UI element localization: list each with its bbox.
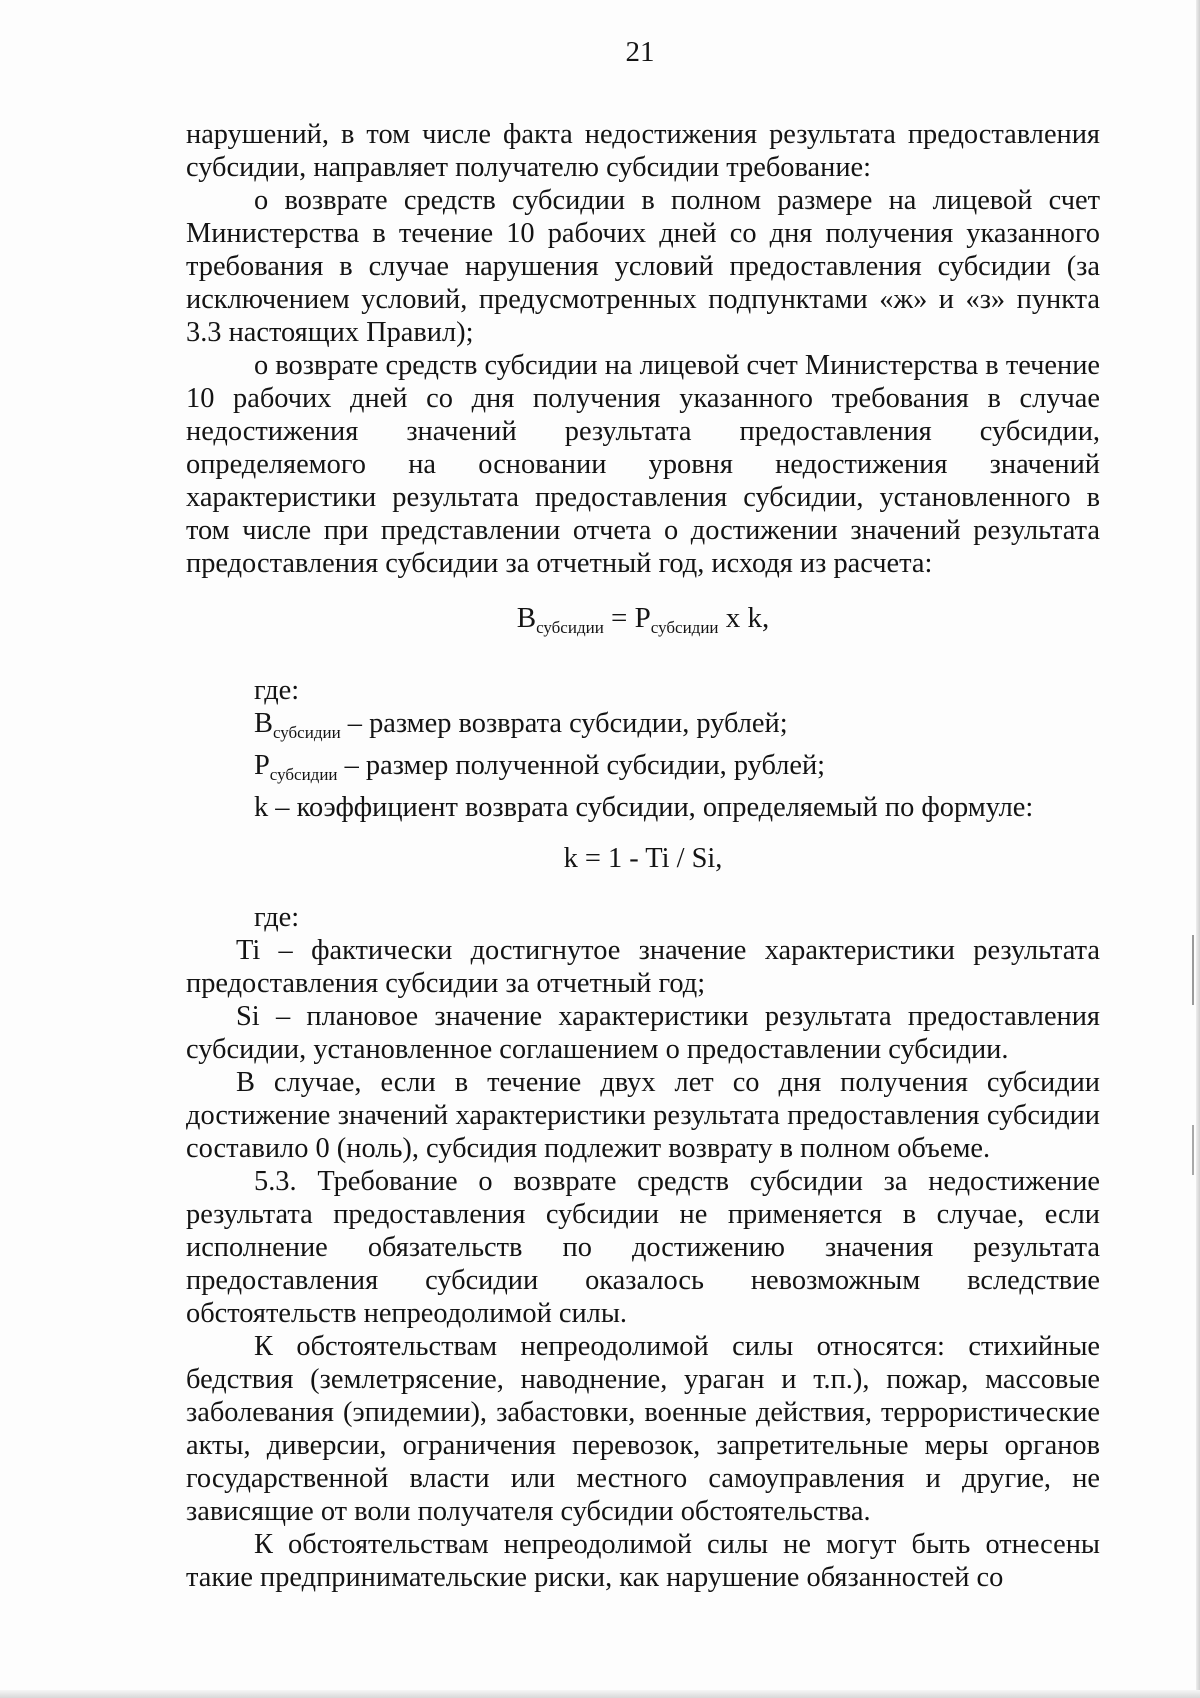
formula-subscript: субсидии [650, 618, 719, 637]
formula-coefficient: k = 1 - Ti / Si, [563, 843, 723, 874]
page-number: 21 [625, 36, 655, 68]
scan-artifact [1192, 935, 1194, 1005]
definition-line [254, 791, 1100, 824]
definition-symbol: Р [254, 750, 270, 781]
definition-line [254, 749, 1100, 791]
definition-text: – размер полученной субсидии, рублей; [337, 750, 826, 781]
definition-text: – размер возврата субсидии, рублей; [340, 708, 788, 739]
paragraph: 5.3. Требование о возврате средств субсидии за недостижение результата предоставления субсидии не применяется в случае, если исполнение обязательств по достижению значения результата предоставления субсидии оказалось невозможным вследствие обстоятельств непреодолимой силы. [186, 1166, 1100, 1329]
where-label: где: [254, 675, 300, 706]
where-label: где: [254, 902, 300, 933]
formula-symbol: Р [634, 602, 651, 634]
definition-line [254, 707, 1100, 749]
definition-paragraph: Si – плановое значение характеристики результата предоставления субсидии, установленное соглашением о предоставлении субсидии. [186, 1001, 1100, 1065]
paragraph: о возврате средств субсидии на лицевой счет Министерства в течение 10 рабочих дней со дня получения указанного требования в случае недостижения значений результата предоставления субсидии, определяемого на основании уровня недостижения значений характеристики результата предоставления субсидии, установленного в том числе при представлении отчета о достижении значений результата предоставления субсидии за отчетный год, исходя из расчета: [186, 350, 1100, 579]
paragraph: В случае, если в течение двух лет со дня получения субсидии достижение значений характеристики результата предоставления субсидии составило 0 (ноль), субсидия подлежит возврату в полном объеме. [186, 1067, 1100, 1164]
paragraph: К обстоятельствам непреодолимой силы не могут быть отнесены такие предпринимательские риски, как нарушение обязанностей со [186, 1529, 1100, 1593]
formula-tail: х k, [718, 602, 770, 634]
definition-symbol: В [254, 708, 273, 739]
formula-operator: = [603, 602, 635, 634]
formula-symbol: В [516, 602, 537, 634]
paragraph: о возврате средств субсидии в полном размере на лицевой счет Министерства в течение 10 рабочих дней со дня получения указанного требования в случае нарушения условий предоставления субсидии (за исключением условий, предусмотренных подпунктами «ж» и «з» пункта 3.3 настоящих Правил); [186, 185, 1100, 348]
formula-refund-amount [186, 602, 1100, 644]
scan-edge [1196, 0, 1200, 1698]
definition-paragraph: Ti – фактически достигнутое значение характеристики результата предоставления субсидии за отчетный год; [186, 935, 1100, 999]
scan-artifact [1192, 1125, 1194, 1175]
definition-text: – коэффициент возврата субсидии, определяемый по формуле: [268, 792, 1034, 823]
scan-edge [0, 1690, 1200, 1698]
formula-subscript: субсидии [536, 618, 604, 637]
definition-symbol: k [254, 792, 269, 823]
definition-subscript: субсидии [272, 723, 341, 742]
paragraph: нарушений, в том числе факта недостижения результата предоставления субсидии, направляет получателю субсидии требование: [186, 119, 1100, 183]
paragraph: К обстоятельствам непреодолимой силы относятся: стихийные бедствия (землетрясение, наводнение, ураган и т.п.), пожар, массовые заболевания (эпидемии), забастовки, военные действия, террористические акты, диверсии, ограничения перевозок, запретительные меры органов государственной власти или местного самоуправления и другие, не зависящие от воли получателя субсидии обстоятельства. [186, 1331, 1100, 1527]
definition-subscript: субсидии [269, 765, 338, 784]
document-body [186, 118, 1100, 1594]
